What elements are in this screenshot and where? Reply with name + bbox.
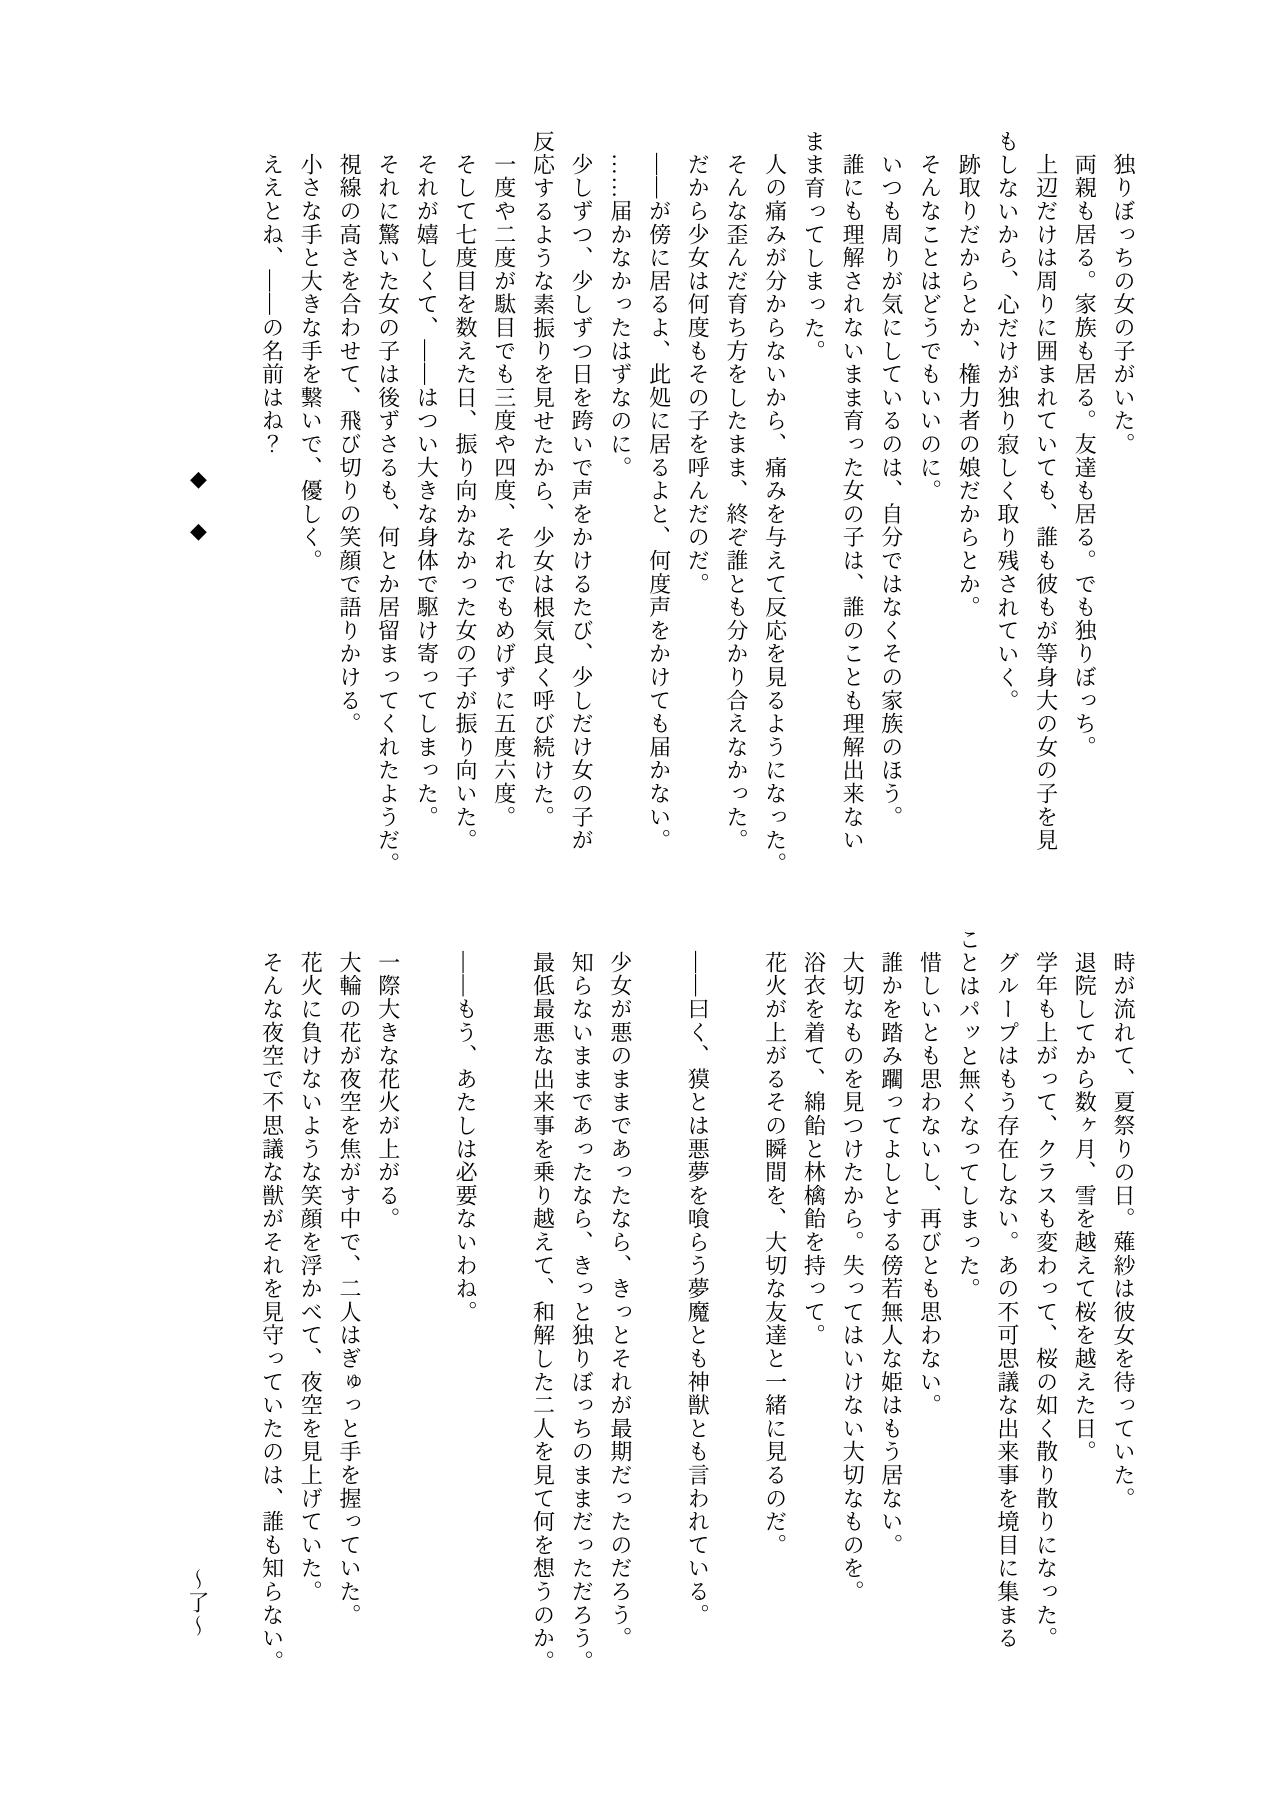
story-line: 独りぼっちの女の子がいた。 — [1111, 153, 1136, 456]
blank-line — [639, 928, 678, 1728]
story-line: いつも周りが気にしているのは、自分ではなくその家族のほう。 — [878, 153, 904, 829]
story-line: そんな夜空で不思議な獣がそれを見守っていたのは、誰も知らない。 — [259, 951, 285, 1674]
story-line: 浴衣を着て、綿飴と林檎飴を持って。 — [801, 951, 827, 1348]
story-line: 誰かを踏み躙ってよしとする傍若無人な姫はもう居ない。 — [878, 951, 904, 1557]
story-line: 小さな手と大きな手を繋いで、優しく。 — [298, 153, 324, 573]
story-line: 跡取りだからとか、権力者の娘だからとか。 — [956, 153, 982, 619]
story-line: ことはパッと無くなってしまった。 — [956, 928, 982, 1301]
blank-line — [407, 928, 446, 1728]
story-line: 時が流れて、夏祭りの日。薙紗は彼女を待っていた。 — [1111, 951, 1136, 1511]
story-line: 少しずつ、少しずつ日を跨いで声をかけるたび、少しだけ女の子が — [569, 153, 595, 852]
story-line: グループはもう存在しない。あの不可思議な出来事を境目に集まる — [994, 951, 1020, 1650]
story-line: 少女が悪のままであったなら、きっとそれが最期だったのだろう。 — [607, 951, 633, 1650]
story-line: ――もう、あたしは必要ないわね。 — [453, 951, 479, 1324]
story-line: 惜しいとも思わないし、再びとも思わない。 — [917, 951, 943, 1417]
story-section-top — [252, 130, 1142, 930]
story-line: ……届かなかったはずなのに。 — [607, 153, 633, 480]
story-line: ――が傍に居るよ、此処に居るよと、何度声をかけても届かない。 — [646, 153, 672, 852]
story-line: そして七度目を数えた日、振り向かなかった女の子が振り向いた。 — [453, 153, 479, 852]
story-line: まま育ってしまった。 — [801, 130, 827, 363]
story-section-bottom — [252, 928, 1142, 1728]
story-line: 人の痛みが分からないから、痛みを与えて反応を見るようになった。 — [762, 153, 788, 876]
story-line: 花火が上がるその瞬間を、大切な友達と一緒に見るのだ。 — [762, 951, 788, 1557]
story-line: だから少女は何度もその子を呼んだのだ。 — [685, 153, 711, 596]
story-line: 上辺だけは周りに囲まれていても、誰も彼もが等身大の女の子を見 — [1033, 153, 1059, 852]
story-line: 花火に負けないような笑顔を浮かべて、夜空を見上げていた。 — [298, 951, 324, 1604]
story-line: 最低最悪な出来事を乗り越えて、和解した二人を見て何を想うのか。 — [530, 951, 556, 1674]
story-line: そんな歪んだ育ち方をしたまま、終ぞ誰とも分かり合えなかった。 — [723, 153, 749, 852]
story-line: 一度や二度が駄目でも三度や四度、それでもめげずに五度六度。 — [491, 153, 517, 829]
story-line: 退院してから数ヶ月、雪を越えて桜を越えた日。 — [1072, 951, 1098, 1464]
story-line: 両親も居る。家族も居る。友達も居る。でも独りぼっち。 — [1072, 153, 1098, 759]
story-line: 誰にも理解されないまま育った女の子は、誰のことも理解出来ない — [840, 153, 866, 852]
story-line: 知らないままであったなら、きっと独りぼっちのままだっただろう。 — [569, 951, 595, 1674]
story-line: 反応するような素振りを見せたから、少女は根気良く呼び続けた。 — [530, 130, 556, 829]
story-line: それが嬉しくて、――はつい大きな身体で駆け寄ってしまった。 — [414, 153, 440, 829]
story-line: ええとね、――の名前はね？ — [259, 153, 285, 456]
story-line: 視線の高さを合わせて、飛び切りの笑顔で語りかける。 — [336, 153, 362, 736]
end-mark: 〜了〜 — [185, 1568, 210, 1638]
story-line: それに驚いた女の子は後ずさるも、何とか居留まってくれたようだ。 — [375, 153, 401, 876]
story-line: 大切なものを見つけたから。失ってはいけない大切なものを。 — [840, 951, 866, 1604]
story-line: 一際大きな花火が上がる。 — [375, 951, 401, 1231]
story-line: 大輪の花が夜空を焦がす中で、二人はぎゅっと手を握っていた。 — [337, 951, 362, 1627]
blank-line — [484, 928, 523, 1728]
story-line: ――曰く、獏とは悪夢を喰らう夢魔とも神獣とも言われている。 — [685, 951, 711, 1627]
story-line: そんなことはどうでもいいのに。 — [917, 153, 943, 503]
story-line: もしないから、心だけが独り寂しく取り残されていく。 — [994, 130, 1020, 713]
story-line: 学年も上がって、クラスも変わって、桜の如く散り散りになった。 — [1033, 951, 1059, 1650]
blank-line — [716, 928, 755, 1728]
section-divider-diamonds: ◆◆ — [187, 467, 212, 571]
